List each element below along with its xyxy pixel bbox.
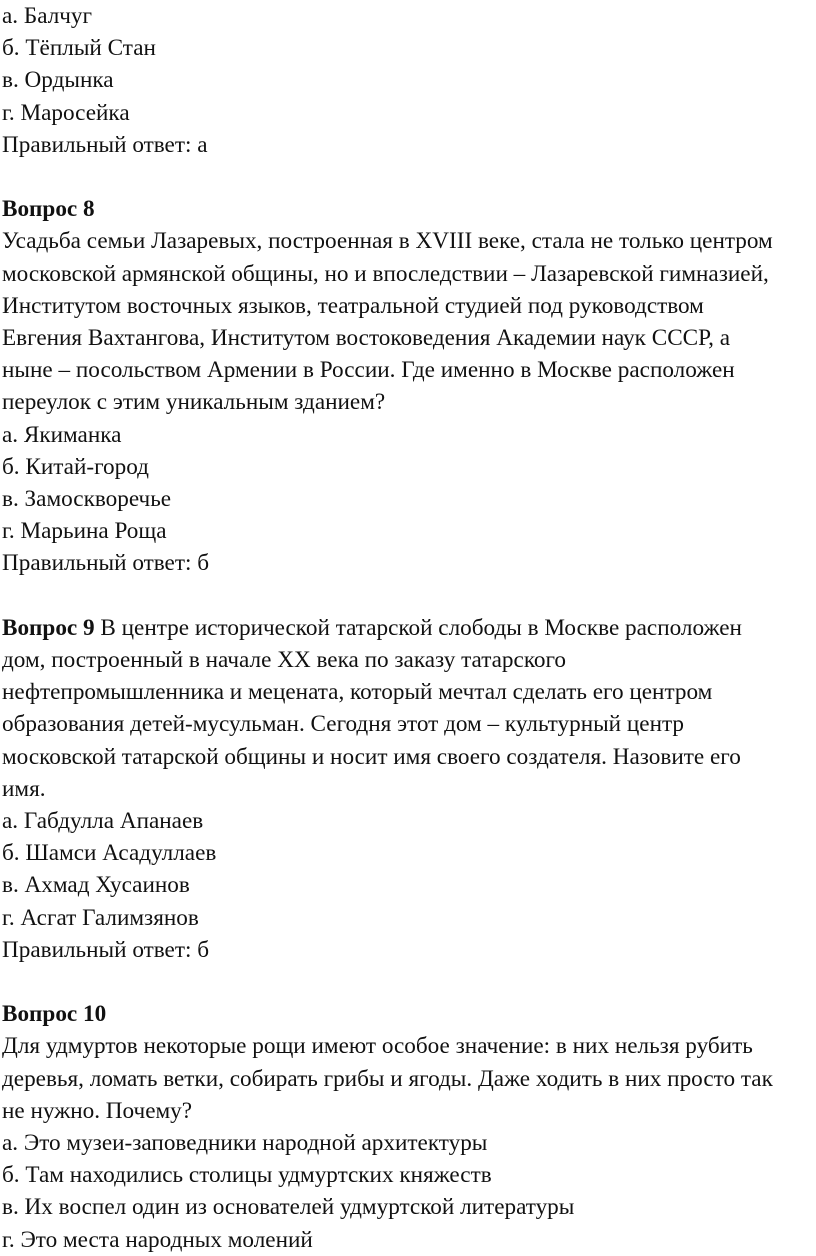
option-g: г. Маросейка — [2, 99, 130, 126]
option-b: б. Шамси Асадуллаев — [2, 840, 217, 867]
question-8-text-line: Евгения Вахтангова, Институтом востоковедения Академии наук СССР, а — [2, 325, 731, 352]
question-9-text-line: имя. — [2, 775, 46, 802]
question-8-text-line: переулок с этим уникальным зданием? — [2, 389, 386, 416]
prev-question-answer: Правильный ответ: а — [2, 131, 208, 158]
spacer — [2, 161, 816, 193]
option-v: в. Замоскворечье — [2, 486, 172, 513]
option-a: а. Это музеи-заповедники народной архитектуры — [2, 1130, 488, 1157]
option-a: а. Якиманка — [2, 421, 122, 448]
question-9-text-start: В центре исторической татарской слободы в Москве расположен — [94, 614, 742, 641]
option-b: б. Китай-город — [2, 453, 149, 480]
option-b: б. Там находились столицы удмуртских княжеств — [2, 1162, 492, 1189]
option-v: в. Ордынка — [2, 67, 114, 94]
option-b: б. Тёплый Стан — [2, 35, 156, 62]
option-a: а. Габдулла Апанаев — [2, 808, 204, 835]
question-9-first-line — [2, 612, 816, 644]
question-8-text-line: Институтом восточных языков, театральной студией под руководством — [2, 292, 704, 319]
prev-question-options — [2, 0, 816, 129]
question-9-answer: Правильный ответ: б — [2, 936, 210, 963]
question-8-text-line: Усадьба семьи Лазаревых, построенная в XVIII веке, стала не только центром — [2, 228, 773, 255]
question-9-text-line: дом, построенный в начале XX века по заказу татарского — [2, 647, 567, 674]
option-g: г. Асгат Галимзянов — [2, 904, 199, 931]
question-8-title: Вопрос 8 — [2, 196, 95, 223]
option-a: а. Балчуг — [2, 3, 93, 29]
question-8-text-line: ныне – посольством Армении в России. Где именно в Москве расположен — [2, 357, 735, 384]
question-9-text-line: образования детей-мусульман. Сегодня этот дом – культурный центр — [2, 711, 685, 738]
question-8-answer: Правильный ответ: б — [2, 550, 210, 577]
question-10-text-line: Для удмуртов некоторые рощи имеют особое значение: в них нельзя рубить — [2, 1033, 753, 1060]
question-10-text-line: деревья, ломать ветки, собирать грибы и ягоды. Даже ходить в них просто так — [2, 1065, 773, 1092]
spacer — [2, 580, 816, 612]
question-10-title: Вопрос 10 — [2, 1001, 107, 1028]
question-8-text-line: московской армянской общины, но и впоследствии – Лазаревской гимназией, — [2, 260, 769, 287]
question-9-title: Вопрос 9 — [2, 614, 95, 641]
option-g: г. Марьина Роща — [2, 518, 167, 545]
question-9-text-line: московской татарской общины и носит имя своего создателя. Назовите его — [2, 743, 741, 770]
question-8 — [2, 193, 816, 579]
question-10 — [2, 998, 816, 1256]
question-9-text-line: нефтепромышленника и мецената, который мечтал сделать его центром — [2, 679, 713, 706]
option-v: в. Ахмад Хусаинов — [2, 872, 190, 899]
spacer — [2, 966, 816, 998]
option-g: г. Это места народных молений — [2, 1226, 313, 1253]
question-10-text-line: не нужно. Почему? — [2, 1097, 193, 1124]
question-9 — [2, 612, 816, 966]
option-v: в. Их воспел один из основателей удмуртской литературы — [2, 1194, 575, 1221]
